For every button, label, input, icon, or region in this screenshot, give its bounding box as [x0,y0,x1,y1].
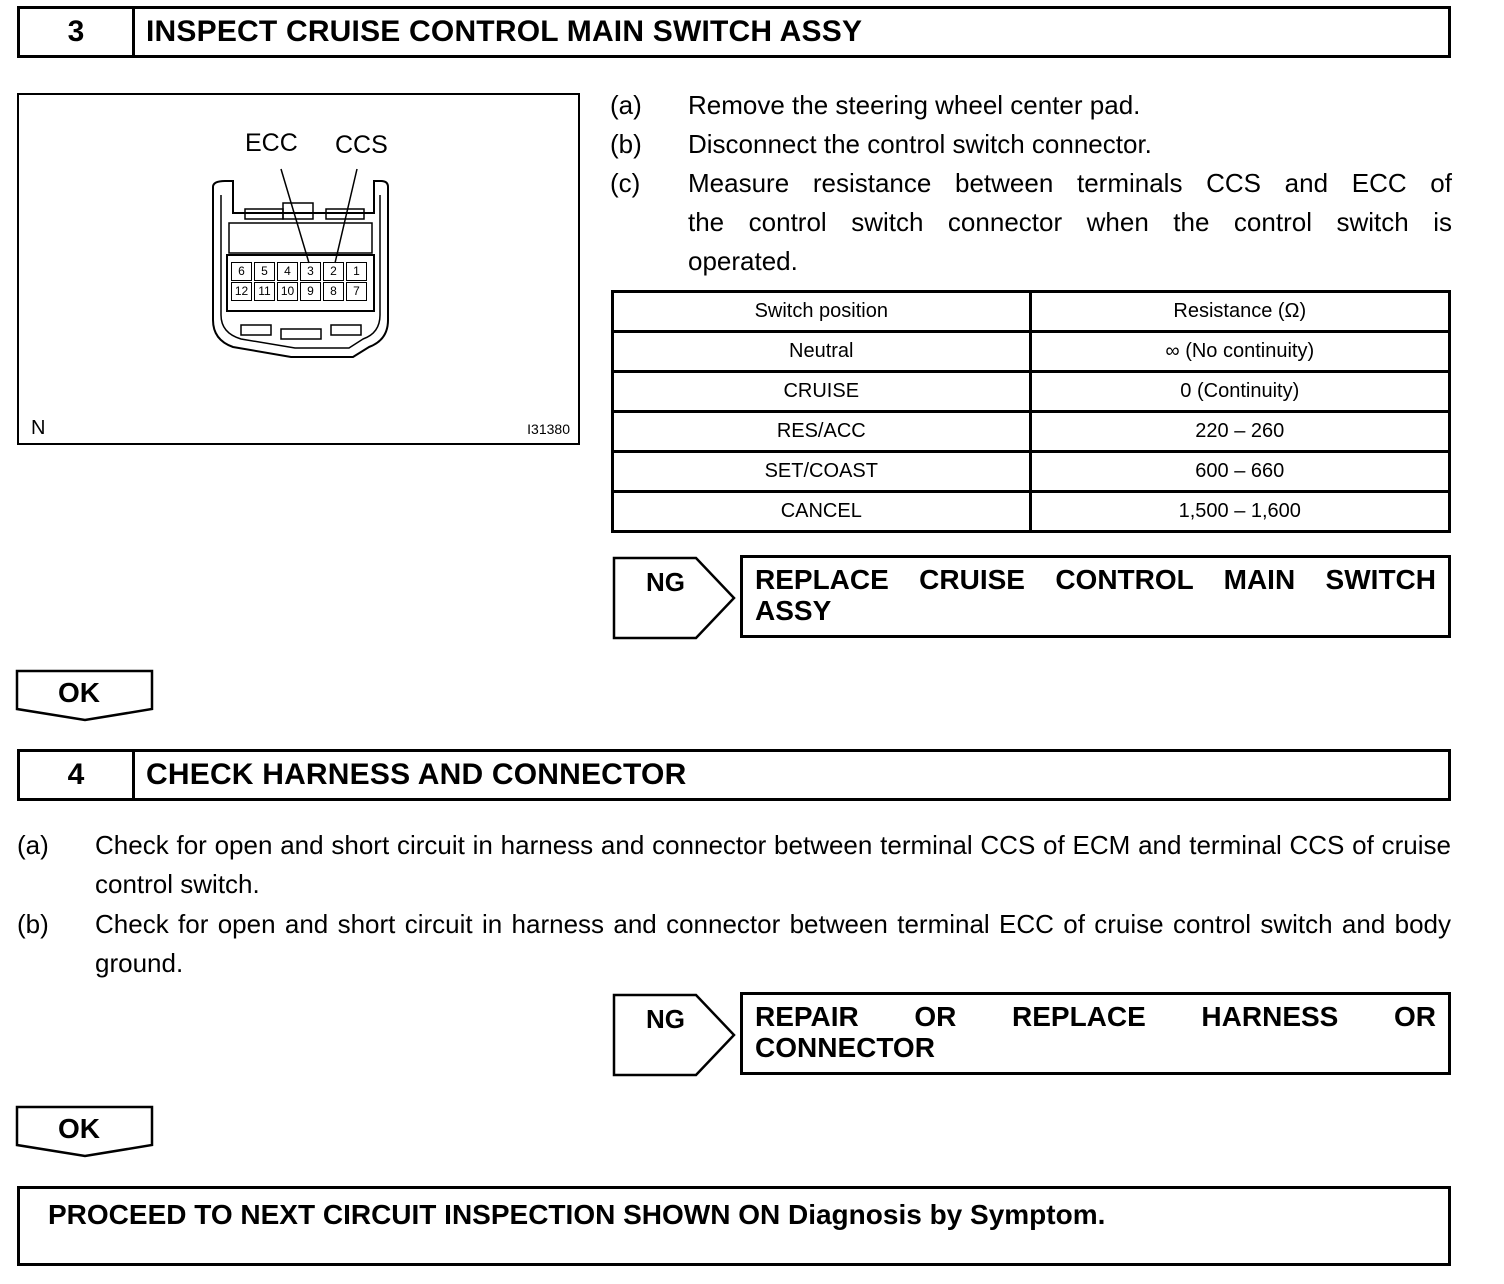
table-cell: 600 – 660 [1030,452,1449,492]
step-4-item-b: (b) Check for open and short circuit in harness and connector between terminal ECC of cruise control switch and body ground. [17,909,1451,978]
ng-result-box [740,555,1451,638]
table-cell: RES/ACC [613,412,1031,452]
terminal-cell: 7 [346,282,367,301]
table-row [613,412,1450,452]
table-row [613,332,1450,372]
terminal-cell: 11 [254,282,275,301]
step-4-header [17,749,1451,801]
terminal-cell: 6 [231,262,252,281]
ng-result-line: CONNECTOR [755,1032,935,1063]
ng-label: NG [646,1004,685,1034]
final-instruction-box [17,1186,1451,1266]
terminal-cell: 1 [346,262,367,281]
ng-result-box [740,992,1451,1075]
terminal-cell: 3 [300,262,321,281]
ccs-label: CCS [335,131,388,159]
terminal-cell: 8 [323,282,344,301]
table-header: Resistance (Ω) [1030,292,1449,332]
diagnosis-link[interactable]: Diagnosis by Symptom. [787,1199,1106,1230]
final-instruction-text: PROCEED TO NEXT CIRCUIT INSPECTION SHOWN ON [48,1199,788,1230]
step-3-header [17,6,1451,58]
table-row [613,372,1450,412]
table-cell: Neutral [613,332,1031,372]
table-header: Switch position [613,292,1031,332]
step-4-item-a: (a) Check for open and short circuit in harness and connector between terminal CCS of ECM and terminal CCS of cruise control switch. [17,830,1451,899]
step-title: INSPECT CRUISE CONTROL MAIN SWITCH ASSY [146,15,863,48]
table-cell: 220 – 260 [1030,412,1449,452]
table-cell: CRUISE [613,372,1031,412]
step-number: 3 [20,9,135,55]
ok-label: OK [58,677,100,708]
terminal-cell: 2 [323,262,344,281]
step-title: CHECK HARNESS AND CONNECTOR [146,758,687,791]
terminal-cell: 5 [254,262,275,281]
ok-label: OK [58,1113,100,1144]
ecc-label: ECC [245,129,298,157]
figure-corner-left: N [31,417,46,439]
terminal-grid [231,262,371,301]
step-number: 4 [20,752,135,798]
table-cell: CANCEL [613,492,1031,532]
table-cell: ∞ (No continuity) [1030,332,1449,372]
connector-figure [17,93,580,445]
terminal-cell: 12 [231,282,252,301]
figure-id: I31380 [527,421,570,437]
ng-label: NG [646,567,685,597]
table-row [613,452,1450,492]
table-header-row [613,292,1450,332]
terminal-cell: 10 [277,282,298,301]
resistance-table [611,290,1451,533]
ng-result-line: REPAIR OR REPLACE HARNESS OR [755,1001,1436,1032]
ng-result-line: REPLACE CRUISE CONTROL MAIN SWITCH [755,564,1436,595]
terminal-cell: 9 [300,282,321,301]
table-cell: SET/COAST [613,452,1031,492]
step-3-item-c: (c) Measure resistance between terminals CCS and ECC of the control switch connector when the control switch is operated. [610,168,1452,276]
ng-result-line: ASSY [755,595,832,626]
terminal-cell: 4 [277,262,298,281]
table-cell: 0 (Continuity) [1030,372,1449,412]
table-cell: 1,500 – 1,600 [1030,492,1449,532]
table-row [613,492,1450,532]
